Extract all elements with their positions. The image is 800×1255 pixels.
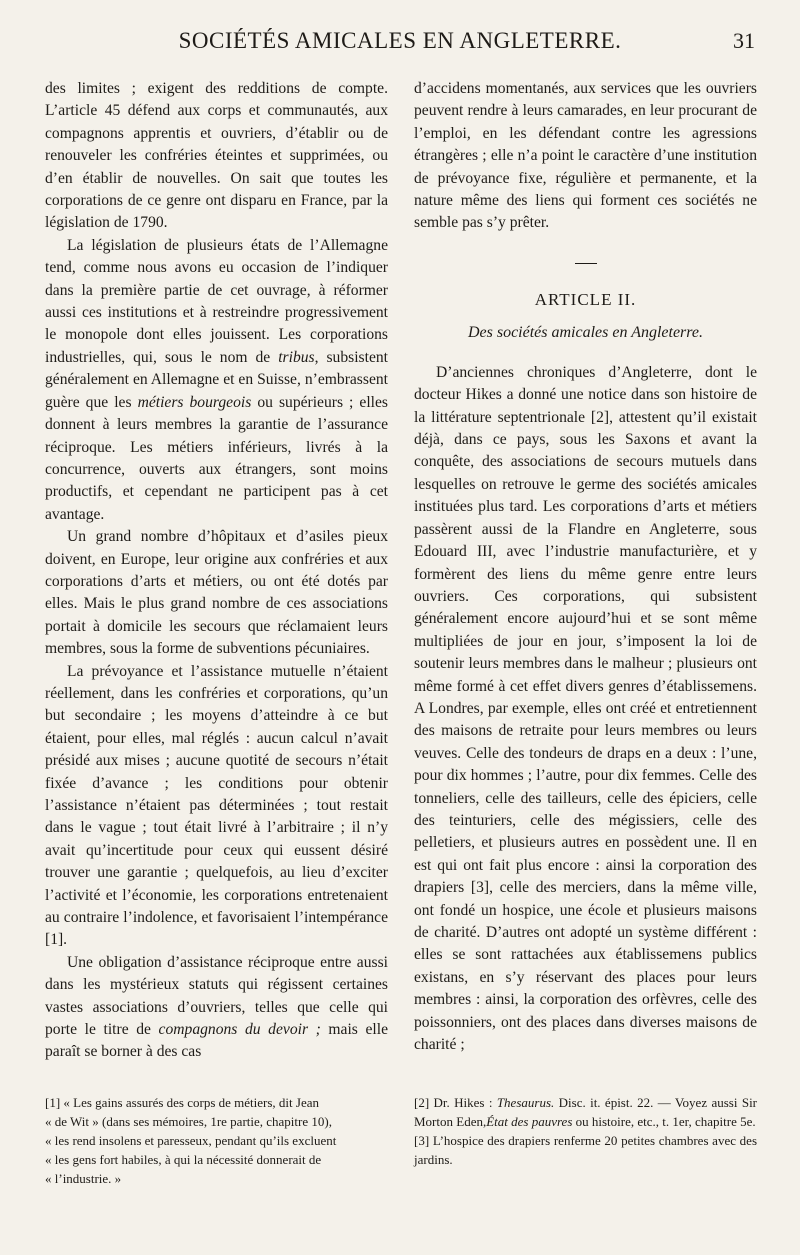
section-divider: [575, 263, 597, 264]
italic-term: métiers bourgeois: [137, 393, 252, 411]
running-title: SOCIÉTÉS AMICALES EN ANGLETERRE.: [178, 28, 622, 53]
paragraph: La prévoyance et l’assistance mutuelle n’étaient réellement, dans les confréries et corporations, qu’un but secondaire ; les moyens d’atteindre à ce but étaient, pour elles, mal réglés : aucun calcul n’avait présidé aux mises ; aucune quotité de secours n’était fixée d’avance ; les conditions pour obtenir l’assistance n’étaient pas déterminées ; tout restait dans le vague ; tout était livré à l’arbitraire ; il n’y avait qu’incertitude pour ceux qui eussent désiré trouver une garantie ; quelquefois, au lieu d’exciter l’activité et l’économie, les corporations entretenaient au contraire l’indolence, et favorisaient l’intempérance [1].: [45, 662, 388, 949]
text: ou supérieurs ; elles donnent à leurs membres la garantie de l’assurance réciproque. Les métiers inférieurs, livrés à la concurrence, ouverts aux étrangers, sont moins productifs, et cependant ne participent pas à cet avantage.: [45, 393, 388, 523]
italic-term: État des pauvres: [486, 1114, 573, 1129]
text: Disc. it. épist. 22. — Voyez aussi Sir Morton Eden,: [414, 1095, 758, 1129]
footnote: [3] L’hospice des drapiers renferme 20 petites chambres avec des jardins.: [414, 1133, 757, 1167]
footnote-line: « les rend insolens et paresseux, pendant qu’ils excluent: [45, 1133, 337, 1148]
text: [2] Dr. Hikes :: [414, 1095, 493, 1110]
italic-term: compagnons du devoir ;: [158, 1021, 321, 1039]
footnote-line: « de Wit » (dans ses mémoires, 1re partie, chapitre 10),: [45, 1114, 332, 1129]
italic-term: Thesaurus.: [496, 1095, 555, 1110]
text: , subsistent généralement en Allemagne et en Suisse, n’embrassent guère que les: [45, 348, 389, 411]
left-column: [45, 78, 388, 1064]
paragraph: D’anciennes chroniques d’Angleterre, dont le docteur Hikes a donné une notice dans son histoire de la littérature septentrionale [2], attestent qu’il existait déjà, dans ce pays, sous les Saxons et avant la conquête, des associations de secours mutuels dans lesquelles on retrouve le germe des sociétés amicales instituées plus tard. Les corporations d’arts et métiers passèrent aussi de la Flandre en Angleterre, sous Edouard III, avec l’industrie manufacturière, et y formèrent des liens du même genre entre leurs ouvriers. Ces corporations, qui subsistent généralement encore aujourd’hui et se sont même multipliées de jour en jour, s’imposent la loi de soutenir leurs membres dans le malheur ; plusieurs ont même formé à cet effet divers genres d’établissemens. A Londres, par exemple, elles ont créé et entretiennent des maisons de retraite pour leurs membres ou leurs veuves. Celle des tondeurs de draps en a deux : l’une, pour dix hommes ; l’autre, pour dix femmes. Celle des tonneliers, celle des tailleurs, celle des épiciers, celle des teinturiers, celle des mégissiers, celle des pelletiers, et plusieurs autres en possèdent une. Il en est qui ont fait plus encore : ainsi la corporation des drapiers [3], celle des merciers, dans la même ville, ont fondé un hospice, une école et plusieurs maisons de charité. D’autres ont adopté un système différent : elles se sont rattachées aux établissemens publics existans, en s’y réservant des places pour leurs membres : ainsi, la corporation des orfèvres, celle des poissonniers, ont des places dans diverses maisons de charité ;: [414, 363, 757, 1054]
paragraph: [45, 235, 388, 526]
italic-term: tribus: [278, 348, 315, 366]
text: La législation de plusieurs états de l’Allemagne tend, comme nous avons eu occasion de l’indiquer dans la première partie de cet ouvrage, à réformer aussi ces institutions et à restreindre progressivement le monopole dont elles jouissent. Les corporations industrielles, qui, sous le nom de: [45, 236, 388, 366]
paragraph: Un grand nombre d’hôpitaux et d’asiles pieux doivent, en Europe, leur origine aux confréries et aux corporations d’arts et métiers, ou ont été dotés par elles. Mais le plus grand nombre de ces associations portait à domicile les secours que réclamaient leurs membres, sous la forme de subventions pécuniaires.: [45, 528, 388, 658]
footnote-line: « les gens fort habiles, à qui la nécessité donnerait de: [45, 1152, 322, 1167]
article-heading: ARTICLE II.: [534, 289, 637, 309]
page-header: [0, 28, 800, 62]
text: ou histoire, etc., t. 1er, chapitre 5e.: [575, 1114, 756, 1129]
text: mais elle paraît se borner à des cas: [45, 1021, 388, 1061]
footnotes-right: [414, 1093, 757, 1169]
footnotes-left: [45, 1093, 388, 1188]
footnote-line: [1] « Les gains assurés des corps de métiers, dit Jean: [45, 1095, 320, 1110]
paragraph: [45, 952, 388, 1064]
text: Une obligation d’assistance réciproque entre aussi dans les mystérieux statuts qui régissent certaines vastes associations d’ouvriers, telles que celle qui porte le titre de: [45, 953, 388, 1039]
paragraph: d’accidens momentanés, aux services que les ouvriers peuvent rendre à leurs camarades, en leur procurant de l’emploi, en les défendant contre les agressions étrangères ; elle n’a point le caractère d’une institution de prévoyance fixe, régulière et permanente, et la nature même des liens qui forment ces sociétés ne semble pas s’y prêter.: [414, 80, 757, 232]
footnote-line: « l’industrie. »: [45, 1171, 122, 1186]
page-number: 31: [733, 28, 755, 53]
paragraph: des limites ; exigent des redditions de compte. L’article 45 défend aux corps et communautés, aux compagnons apprentis et ouvriers, d’établir ou de renouveler les confréries éteintes et supprimées, ou d’en établir de nouvelles. On sait que toutes les corporations de ce genre ont disparu en France, par la législation de 1790.: [45, 80, 388, 232]
article-subtitle: Des sociétés amicales en Angleterre.: [467, 323, 704, 341]
right-column: [414, 78, 757, 1056]
footnote: [414, 1093, 757, 1131]
